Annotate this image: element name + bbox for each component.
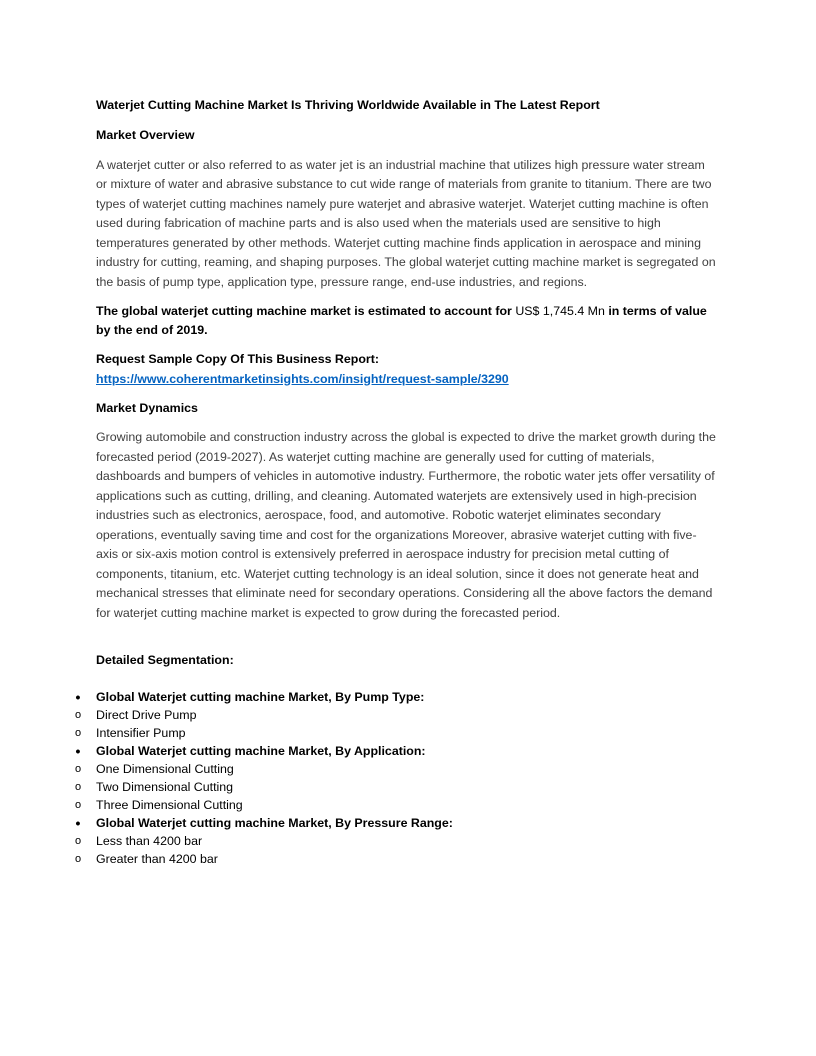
circle-bullet-icon: o (74, 781, 82, 793)
segment-item (74, 832, 718, 850)
request-sample-label: Request Sample Copy Of This Business Report: (96, 352, 379, 366)
segment-group-title (75, 814, 718, 832)
segment-group-label: Global Waterjet cutting machine Market, By Pump Type: (96, 690, 425, 704)
segmentation-list (74, 688, 718, 868)
circle-bullet-icon: o (74, 763, 82, 775)
document-body (74, 96, 718, 868)
bullet-icon: • (75, 689, 81, 705)
bullet-icon: • (75, 743, 81, 759)
segment-item (74, 778, 718, 796)
estimate-tail: in terms of value by the end of 2019. (96, 303, 707, 337)
segment-item-label: Three Dimensional Cutting (96, 798, 243, 812)
circle-bullet-icon: o (74, 727, 82, 739)
report-title: Waterjet Cutting Machine Market Is Thriving Worldwide Available in The Latest Report (96, 98, 600, 112)
circle-bullet-icon: o (74, 799, 82, 811)
segment-item (74, 760, 718, 778)
circle-bullet-icon: o (74, 853, 82, 865)
segment-item-label: One Dimensional Cutting (96, 762, 234, 776)
segment-item-label: Less than 4200 bar (96, 834, 203, 848)
segment-item (74, 850, 718, 868)
market-estimate (96, 302, 718, 341)
segment-item (74, 706, 718, 724)
dynamics-paragraph: Growing automobile and construction industry across the global is expected to drive the market growth during the forecasted period (2019-2027). As waterjet cutting machine are generally used for cutting of materials, dashboards and bumpers of vehicles in automotive industry. Furthermore, the robotic water jets offer versatility of applications such as cutting, drilling, and cleaning. Automated waterjets are extensively used in high-precision industries such as electronics, aerospace, food, and automotive. Robotic waterjet eliminates secondary operations, eventually saving time and cost for the organizations Moreover, abrasive waterjet cutting with five-axis or six-axis motion control is extensively preferred in aerospace industry for precision metal cutting of components, titanium, etc. Waterjet cutting technology is an ideal solution, since it does not generate heat and mechanical stresses that eliminate need for secondary operations. Considering all the above factors the demand for waterjet cutting machine market is expected to grow during the forecasted period. (96, 430, 716, 620)
segment-item-label: Two Dimensional Cutting (96, 780, 234, 794)
segment-item-label: Greater than 4200 bar (96, 852, 218, 866)
segment-item (74, 724, 718, 742)
request-sample-link[interactable]: https://www.coherentmarketinsights.com/insight/request-sample/3290 (96, 371, 509, 386)
overview-heading: Market Overview (96, 128, 195, 142)
segment-item-label: Intensifier Pump (96, 726, 186, 740)
overview-paragraph: A waterjet cutter or also referred to as water jet is an industrial machine that utilizes high pressure water stream or mixture of water and abrasive substance to cut wide range of materials from granite to titanium. There are two types of waterjet cutting machines namely pure waterjet and abrasive waterjet. Waterjet cutting machine is often used during fabrication of machine parts and is also used when the materials used are sensitive to high temperatures generated by other methods. Waterjet cutting machine finds application in aerospace and mining industry for cutting, reaming, and shaping purposes. The global waterjet cutting machine market is segregated on the basis of pump type, application type, pressure range, end-use industries, and regions. (96, 157, 716, 289)
segment-group-title (75, 742, 718, 760)
segment-group-label: Global Waterjet cutting machine Market, By Pressure Range: (96, 816, 453, 830)
request-sample (96, 350, 718, 389)
segment-group-label: Global Waterjet cutting machine Market, By Application: (96, 744, 426, 758)
segment-item (74, 796, 718, 814)
segment-item-label: Direct Drive Pump (96, 708, 197, 722)
estimate-lead: The global waterjet cutting machine market is estimated to account for (96, 303, 512, 318)
bullet-icon: • (75, 815, 81, 831)
circle-bullet-icon: o (74, 835, 82, 847)
dynamics-heading: Market Dynamics (96, 400, 198, 415)
estimate-value: US$ 1,745.4 Mn (515, 303, 605, 318)
circle-bullet-icon: o (74, 709, 82, 721)
segment-group-title (75, 688, 718, 706)
spacer (96, 633, 718, 651)
segmentation-heading: Detailed Segmentation: (96, 652, 234, 667)
